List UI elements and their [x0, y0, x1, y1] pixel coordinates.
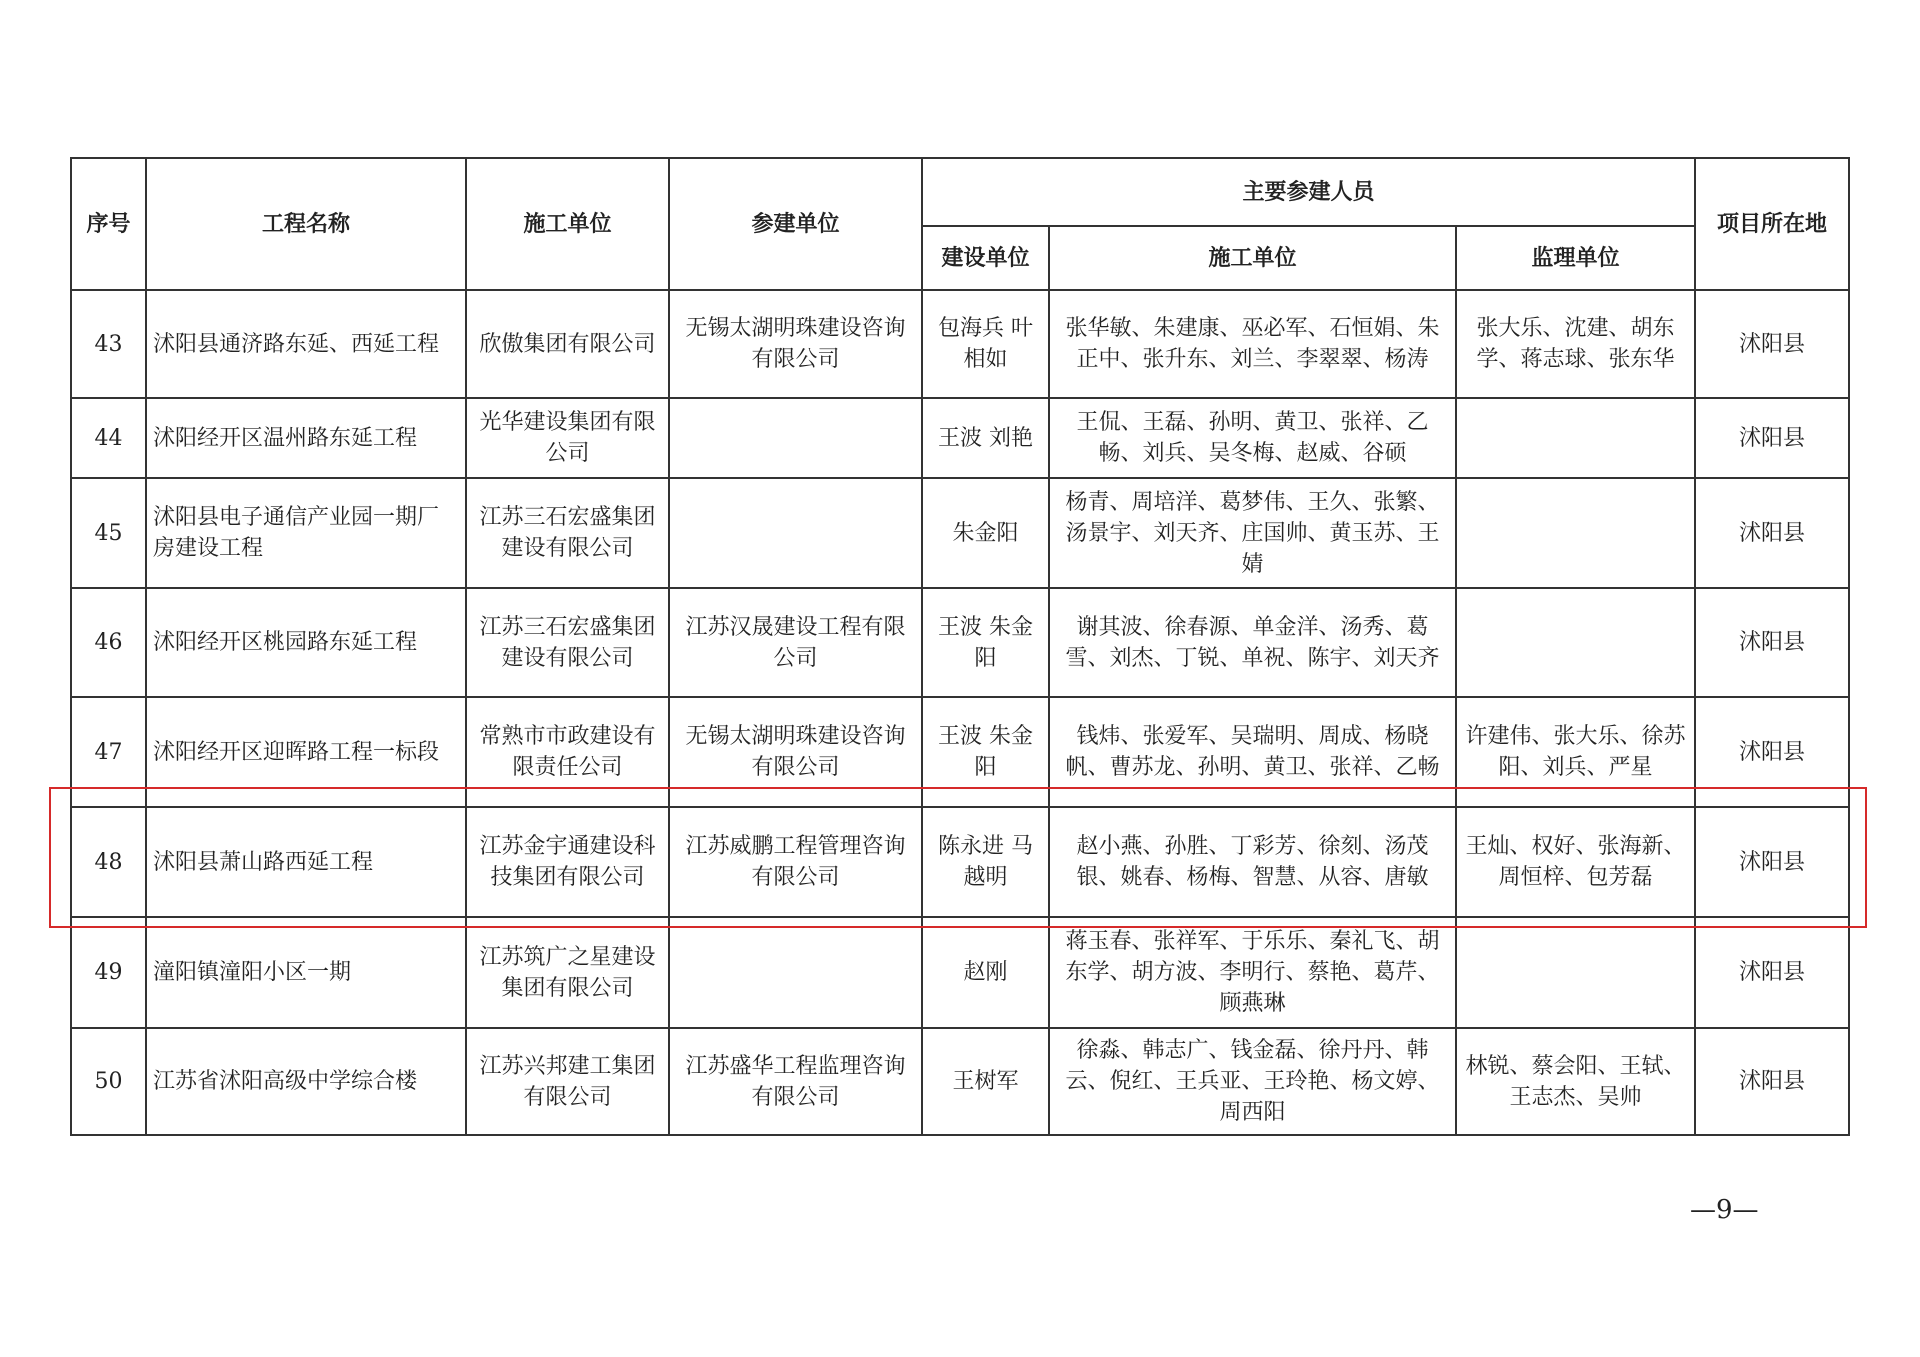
cell-builder: 赵小燕、孙胜、丁彩芳、徐刻、汤茂银、姚春、杨梅、智慧、从容、唐敏: [1049, 807, 1456, 917]
cell-owner: 王波 朱金阳: [922, 588, 1049, 697]
cell-location: 沭阳县: [1695, 398, 1849, 478]
cell-builder: 徐淼、韩志广、钱金磊、徐丹丹、韩云、倪红、王兵亚、王玲艳、杨文婷、周西阳: [1049, 1028, 1456, 1135]
cell-location: 沭阳县: [1695, 697, 1849, 807]
project-table: [70, 157, 1850, 1136]
cell-participant: [669, 917, 922, 1028]
header-contractor: 施工单位: [466, 158, 669, 290]
header-staff-owner: 建设单位: [922, 226, 1049, 290]
table-row: [71, 290, 1849, 398]
cell-project: 沭阳经开区温州路东延工程: [146, 398, 466, 478]
cell-location: 沭阳县: [1695, 917, 1849, 1028]
cell-participant: 江苏汉晟建设工程有限公司: [669, 588, 922, 697]
cell-builder: 钱炜、张爱军、吴瑞明、周成、杨晓帆、曹苏龙、孙明、黄卫、张祥、乙畅: [1049, 697, 1456, 807]
cell-contractor: 光华建设集团有限公司: [466, 398, 669, 478]
highlight-box: [49, 787, 1867, 928]
cell-owner: 王波 朱金阳: [922, 697, 1049, 807]
cell-supervisor: [1456, 478, 1695, 588]
page-number: —9—: [1690, 1195, 1759, 1225]
cell-contractor: 江苏三石宏盛集团建设有限公司: [466, 478, 669, 588]
cell-owner: 包海兵 叶相如: [922, 290, 1049, 398]
table-row: [71, 478, 1849, 588]
cell-supervisor: 王灿、权好、张海新、周恒梓、包芳磊: [1456, 807, 1695, 917]
cell-supervisor: 张大乐、沈建、胡东学、蒋志球、张东华: [1456, 290, 1695, 398]
cell-supervisor: 林锐、蔡会阳、王轼、王志杰、吴帅: [1456, 1028, 1695, 1135]
header-seq: 序号: [71, 158, 146, 290]
header-project: 工程名称: [146, 158, 466, 290]
cell-seq: 47: [71, 697, 146, 807]
header-participant: 参建单位: [669, 158, 922, 290]
cell-seq: 44: [71, 398, 146, 478]
cell-location: 沭阳县: [1695, 478, 1849, 588]
cell-location: 沭阳县: [1695, 1028, 1849, 1135]
header-location: 项目所在地: [1695, 158, 1849, 290]
header-staff-contractor: 施工单位: [1049, 226, 1456, 290]
table-row: [71, 398, 1849, 478]
cell-participant: [669, 478, 922, 588]
cell-contractor: 江苏金宇通建设科技集团有限公司: [466, 807, 669, 917]
cell-builder: 蒋玉春、张祥军、于乐乐、秦礼飞、胡东学、胡方波、李明行、蔡艳、葛芹、顾燕琳: [1049, 917, 1456, 1028]
header-staff-supervisor: 监理单位: [1456, 226, 1695, 290]
table-row: [71, 588, 1849, 697]
cell-seq: 46: [71, 588, 146, 697]
cell-builder: 谢其波、徐春源、单金洋、汤秀、葛雪、刘杰、丁锐、单祝、陈宇、刘天齐: [1049, 588, 1456, 697]
cell-project: 江苏省沭阳高级中学综合楼: [146, 1028, 466, 1135]
cell-contractor: 欣傲集团有限公司: [466, 290, 669, 398]
cell-participant: [669, 398, 922, 478]
cell-participant: 江苏盛华工程监理咨询有限公司: [669, 1028, 922, 1135]
cell-project: 沭阳经开区桃园路东延工程: [146, 588, 466, 697]
cell-seq: 48: [71, 807, 146, 917]
cell-project: 沭阳经开区迎晖路工程一标段: [146, 697, 466, 807]
cell-contractor: 江苏三石宏盛集团建设有限公司: [466, 588, 669, 697]
cell-owner: 赵刚: [922, 917, 1049, 1028]
cell-contractor: 常熟市市政建设有限责任公司: [466, 697, 669, 807]
cell-supervisor: 许建伟、张大乐、徐苏阳、刘兵、严星: [1456, 697, 1695, 807]
cell-supervisor: [1456, 588, 1695, 697]
table-row: [71, 917, 1849, 1028]
cell-project: 沭阳县通济路东延、西延工程: [146, 290, 466, 398]
cell-location: 沭阳县: [1695, 290, 1849, 398]
cell-location: 沭阳县: [1695, 588, 1849, 697]
cell-project: 沭阳县萧山路西延工程: [146, 807, 466, 917]
cell-supervisor: [1456, 398, 1695, 478]
cell-project: 潼阳镇潼阳小区一期: [146, 917, 466, 1028]
table-row: [71, 1028, 1849, 1135]
cell-seq: 43: [71, 290, 146, 398]
cell-participant: 无锡太湖明珠建设咨询有限公司: [669, 697, 922, 807]
cell-supervisor: [1456, 917, 1695, 1028]
cell-builder: 王侃、王磊、孙明、黄卫、张祥、乙畅、刘兵、吴冬梅、赵威、谷硕: [1049, 398, 1456, 478]
header-main-staff: 主要参建人员: [922, 158, 1695, 226]
cell-participant: 无锡太湖明珠建设咨询有限公司: [669, 290, 922, 398]
cell-builder: 张华敏、朱建康、巫必军、石恒娟、朱正中、张升东、刘兰、李翠翠、杨涛: [1049, 290, 1456, 398]
cell-participant: 江苏威鹏工程管理咨询有限公司: [669, 807, 922, 917]
cell-builder: 杨青、周培洋、葛梦伟、王久、张繁、汤景宇、刘天齐、庄国帅、黄玉苏、王婧: [1049, 478, 1456, 588]
cell-seq: 50: [71, 1028, 146, 1135]
cell-owner: 王树军: [922, 1028, 1049, 1135]
cell-contractor: 江苏筑广之星建设集团有限公司: [466, 917, 669, 1028]
cell-seq: 49: [71, 917, 146, 1028]
cell-project: 沭阳县电子通信产业园一期厂房建设工程: [146, 478, 466, 588]
cell-owner: 陈永进 马越明: [922, 807, 1049, 917]
cell-contractor: 江苏兴邦建工集团有限公司: [466, 1028, 669, 1135]
cell-seq: 45: [71, 478, 146, 588]
cell-location: 沭阳县: [1695, 807, 1849, 917]
cell-owner: 王波 刘艳: [922, 398, 1049, 478]
cell-owner: 朱金阳: [922, 478, 1049, 588]
